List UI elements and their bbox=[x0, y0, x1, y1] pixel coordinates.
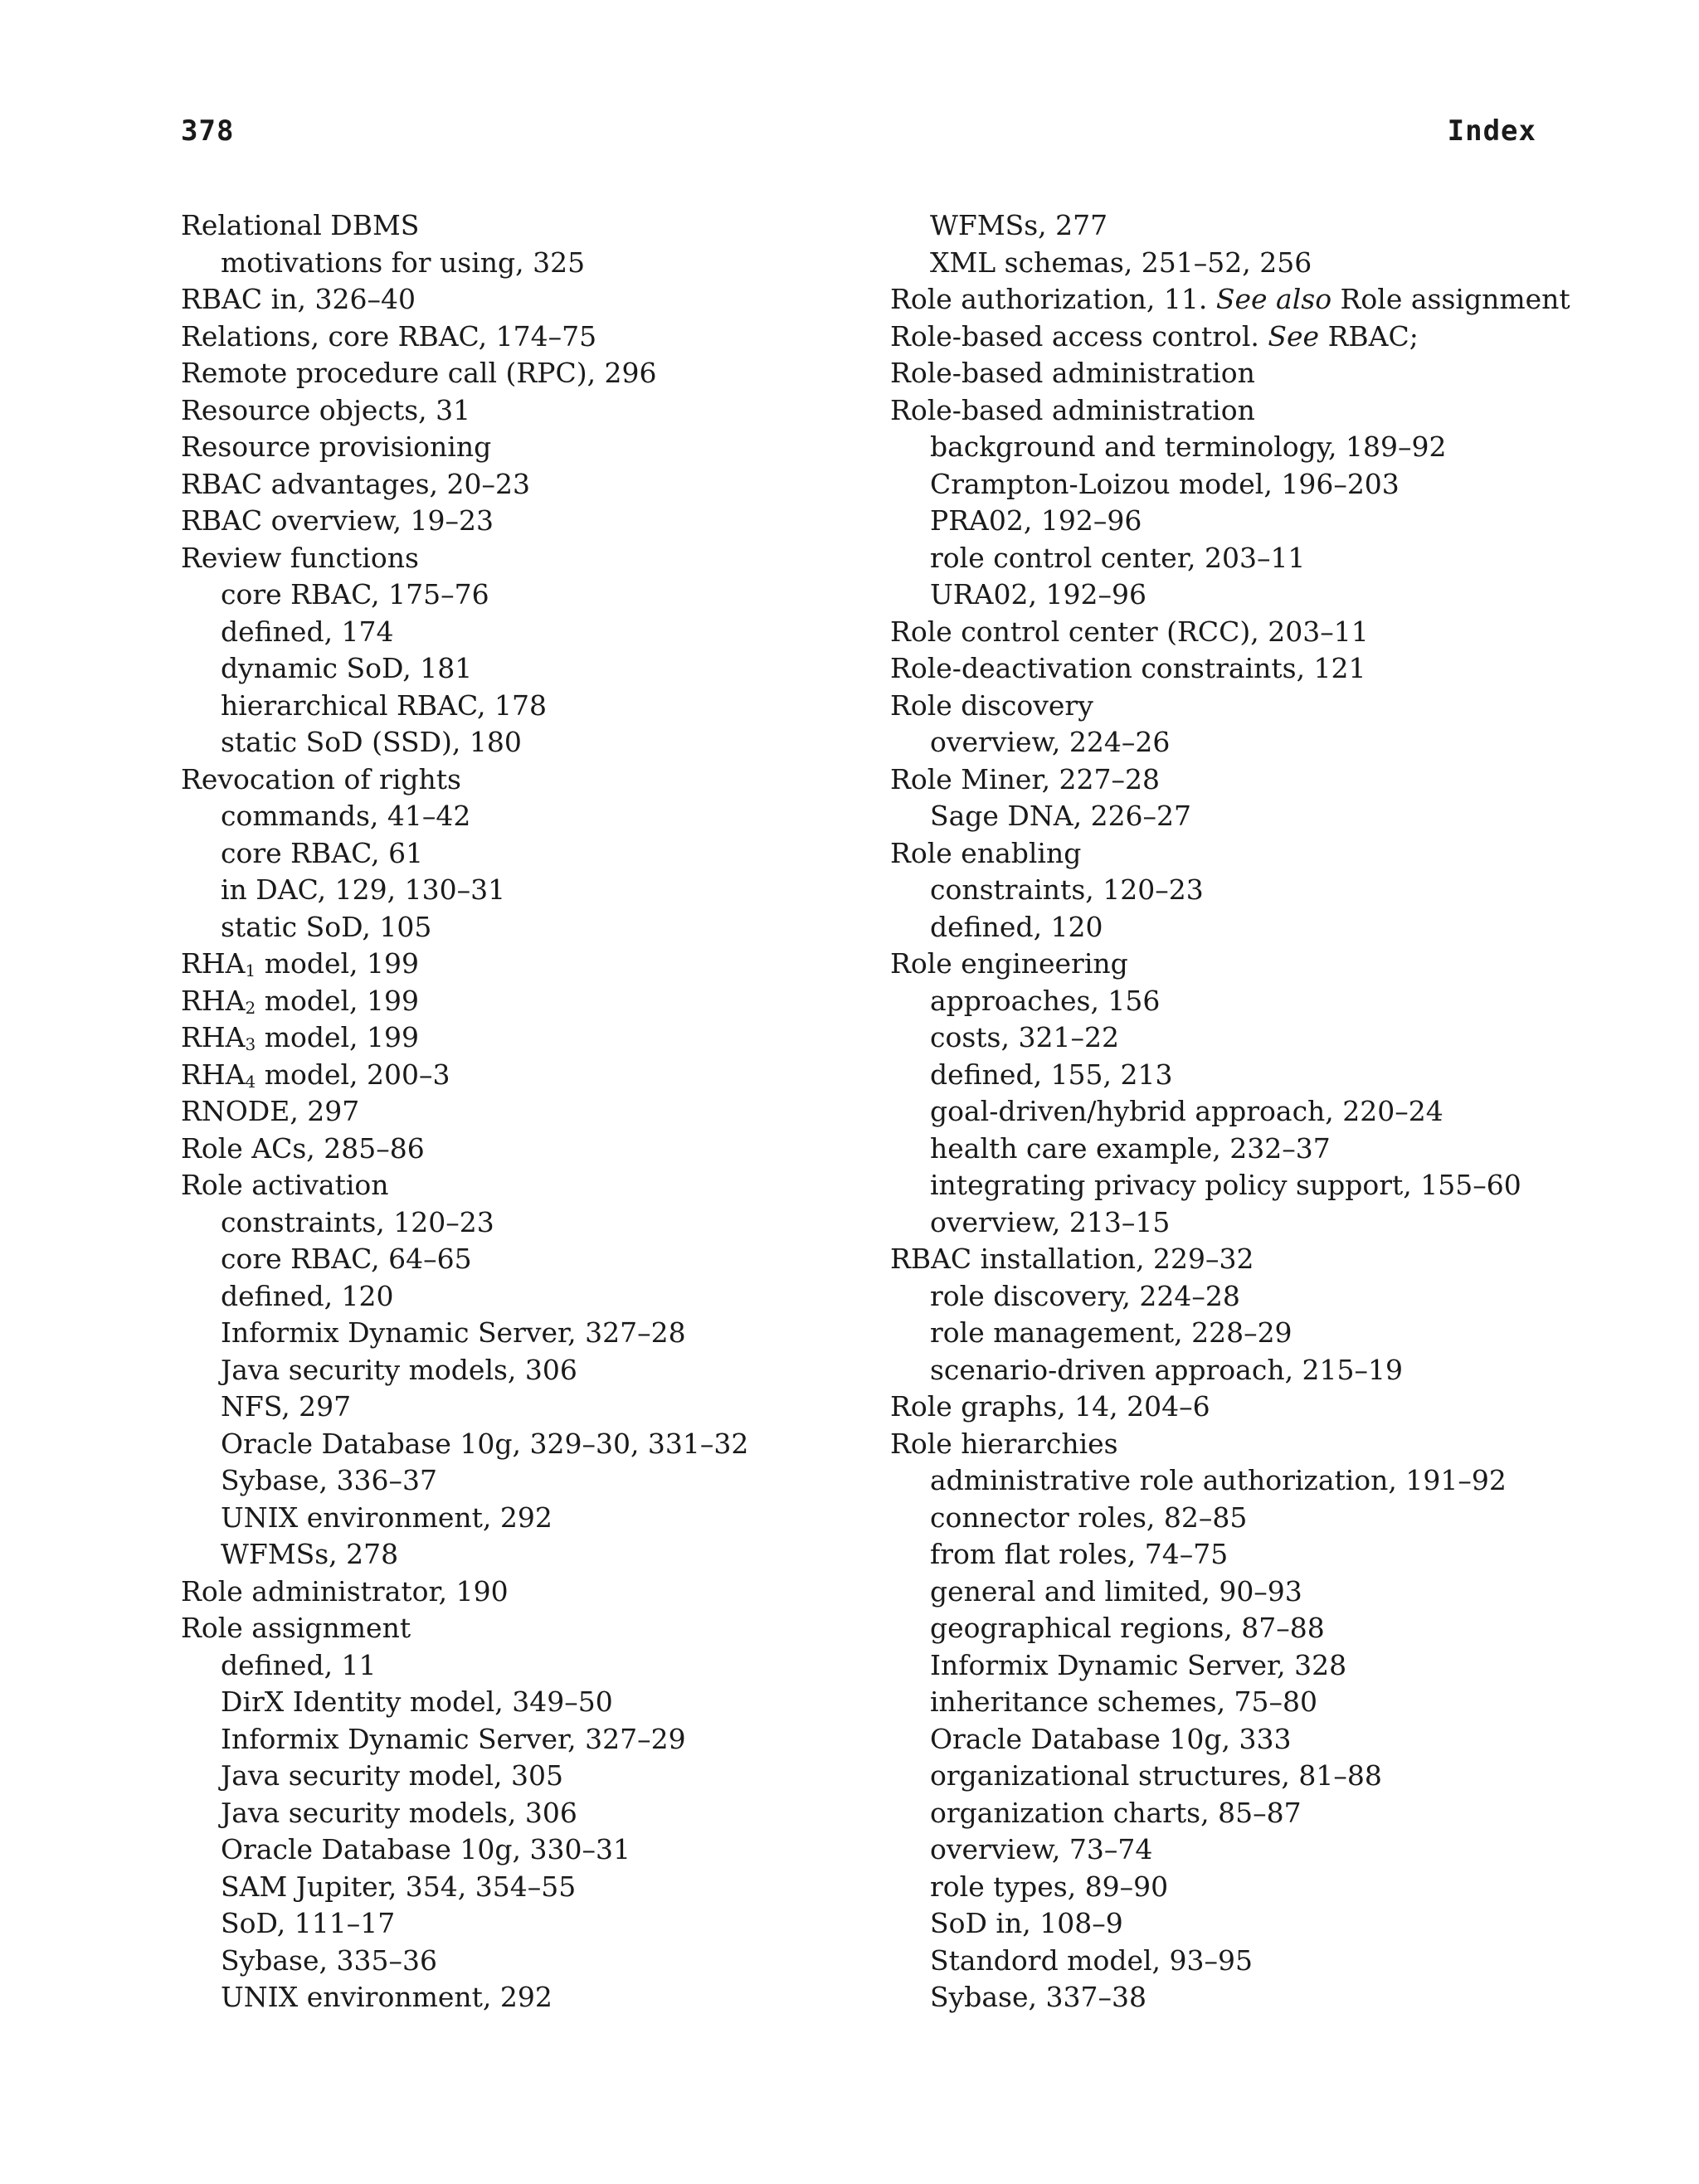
index-entry-text: Review functions bbox=[181, 541, 419, 574]
index-subentry bbox=[890, 540, 1554, 577]
index-entry-text: RHA bbox=[181, 1058, 246, 1091]
index-subentry bbox=[890, 983, 1554, 1020]
index-entry-text: background and terminology, 189–92 bbox=[930, 430, 1447, 463]
index-entry-text: Relational DBMS bbox=[181, 209, 420, 241]
index-subentry bbox=[181, 245, 861, 282]
index-subentry bbox=[181, 1426, 861, 1463]
index-entry bbox=[181, 392, 861, 430]
index-subentry bbox=[181, 650, 861, 688]
index-subentry bbox=[181, 1979, 861, 2016]
index-entry-text: in DAC, 129, 130–31 bbox=[221, 873, 506, 906]
index-entry-text: defined, 174 bbox=[221, 615, 394, 648]
index-entry-text: overview, 224–26 bbox=[930, 726, 1171, 758]
index-entry-text: constraints, 120–23 bbox=[930, 873, 1204, 906]
index-entry-text-rest: RBAC; bbox=[1319, 319, 1419, 353]
index-entry-text: Standord model, 93–95 bbox=[930, 1943, 1254, 1977]
index-entry-text: core RBAC, 61 bbox=[221, 836, 424, 869]
index-subentry bbox=[890, 872, 1554, 909]
index-entry-text: core RBAC, 175–76 bbox=[221, 578, 489, 610]
index-entry-text: inheritance schemes, 75–80 bbox=[930, 1685, 1318, 1718]
index-entry-text: RBAC installation, 229–32 bbox=[890, 1243, 1254, 1275]
index-entry-text: Role graphs, 14, 204–6 bbox=[890, 1390, 1210, 1423]
index-subentry bbox=[890, 1869, 1554, 1906]
index-entry-text: Role administrator, 190 bbox=[181, 1574, 509, 1608]
index-entry-text: constraints, 120–23 bbox=[221, 1205, 494, 1238]
index-entry-text: role control center, 203–11 bbox=[930, 541, 1306, 574]
index-entry-text: Role authorization, 11. bbox=[890, 283, 1216, 315]
index-subentry bbox=[181, 1869, 861, 1906]
index-entry-text: SoD, 111–17 bbox=[221, 1907, 396, 1939]
index-subentry bbox=[181, 1795, 861, 1832]
index-entry bbox=[890, 688, 1554, 725]
index-subentry bbox=[890, 909, 1554, 946]
index-entry-text: core RBAC, 64–65 bbox=[221, 1243, 472, 1275]
index-subentry bbox=[181, 835, 861, 873]
index-entry bbox=[890, 355, 1554, 392]
index-entry-text: Role enabling bbox=[890, 836, 1082, 869]
index-subentry bbox=[890, 1647, 1554, 1685]
index-entry-subscript: 4 bbox=[245, 1071, 256, 1092]
index-subentry bbox=[890, 466, 1554, 503]
index-entry bbox=[181, 429, 861, 466]
index-entry-text: organization charts, 85–87 bbox=[930, 1796, 1302, 1829]
index-subentry bbox=[181, 798, 861, 835]
index-subentry bbox=[890, 576, 1554, 614]
index-subentry bbox=[181, 1684, 861, 1721]
index-entry bbox=[890, 1241, 1554, 1278]
index-subentry bbox=[890, 1278, 1554, 1316]
index-entry bbox=[181, 1057, 861, 1094]
index-subentry bbox=[890, 1943, 1554, 1980]
index-entry-text: Java security models, 306 bbox=[221, 1353, 577, 1386]
index-entry-text-rest: Role assignment bbox=[1331, 283, 1570, 315]
index-entry-text: defined, 155, 213 bbox=[930, 1058, 1173, 1091]
index-entry-text: Oracle Database 10g, 333 bbox=[930, 1722, 1292, 1755]
index-entry bbox=[890, 614, 1554, 651]
index-subentry bbox=[181, 688, 861, 725]
index-entry-text: Resource objects, 31 bbox=[181, 393, 471, 426]
index-entry-text: health care example, 232–37 bbox=[930, 1131, 1331, 1165]
index-entry-text: Informix Dynamic Server, 328 bbox=[930, 1648, 1347, 1681]
index-entry-text: connector roles, 82–85 bbox=[930, 1501, 1248, 1534]
index-subentry bbox=[181, 1241, 861, 1278]
index-subentry bbox=[181, 872, 861, 909]
index-entry-text: RBAC in, 326–40 bbox=[181, 283, 416, 315]
index-entry-text: organizational structures, 81–88 bbox=[930, 1759, 1382, 1792]
index-entry-text: URA02, 192–96 bbox=[930, 578, 1146, 610]
index-entry-text: Remote procedure call (RPC), 296 bbox=[181, 357, 657, 389]
index-subentry bbox=[181, 724, 861, 761]
index-column-left bbox=[181, 207, 861, 2016]
index-subentry bbox=[890, 1131, 1554, 1168]
index-subentry bbox=[890, 1905, 1554, 1943]
index-subentry bbox=[181, 614, 861, 651]
index-entry bbox=[890, 946, 1554, 983]
index-subentry bbox=[181, 1647, 861, 1685]
index-subentry bbox=[890, 724, 1554, 761]
index-entry-text: Sage DNA, 226–27 bbox=[930, 800, 1192, 832]
index-entry-text: role discovery, 224–28 bbox=[930, 1279, 1240, 1312]
index-entry-text: Role control center (RCC), 203–11 bbox=[890, 615, 1369, 648]
index-cross-reference: See also bbox=[1215, 283, 1332, 315]
index-entry-text: Role-based administration bbox=[890, 393, 1255, 426]
index-entry-text: defined, 11 bbox=[221, 1648, 377, 1681]
index-entry-subscript: 3 bbox=[245, 1034, 256, 1054]
index-subentry bbox=[181, 1389, 861, 1426]
index-entry-text: Informix Dynamic Server, 327–29 bbox=[221, 1722, 686, 1755]
index-entry-text: Resource provisioning bbox=[181, 430, 492, 463]
index-entry-text-rest: model, 199 bbox=[256, 947, 420, 980]
index-entry-text: Role hierarchies bbox=[890, 1427, 1118, 1460]
index-entry bbox=[890, 1426, 1554, 1463]
index-subentry bbox=[181, 1536, 861, 1574]
index-entry bbox=[181, 319, 861, 356]
index-entry-text: Sybase, 336–37 bbox=[221, 1464, 437, 1496]
index-entry-text: UNIX environment, 292 bbox=[221, 1501, 553, 1534]
index-entry-text: static SoD, 105 bbox=[221, 910, 432, 943]
index-entry-text: motivations for using, 325 bbox=[221, 246, 586, 279]
index-subentry bbox=[890, 1019, 1554, 1057]
index-entry-text: SoD in, 108–9 bbox=[930, 1907, 1123, 1939]
index-entry-text: Role-deactivation constraints, 121 bbox=[890, 652, 1366, 684]
index-entry-text: geographical regions, 87–88 bbox=[930, 1612, 1325, 1644]
index-entry-text: WFMSs, 278 bbox=[221, 1538, 399, 1570]
index-entry-text-rest: model, 199 bbox=[256, 984, 420, 1017]
index-subentry bbox=[890, 207, 1554, 245]
index-entry bbox=[181, 761, 861, 799]
index-entry-text: Role ACs, 285–86 bbox=[181, 1131, 425, 1165]
index-entry-text: goal-driven/hybrid approach, 220–24 bbox=[930, 1095, 1443, 1127]
index-entry-text: Java security models, 306 bbox=[221, 1796, 577, 1829]
index-entry bbox=[181, 540, 861, 577]
index-subentry bbox=[890, 798, 1554, 835]
index-subentry bbox=[181, 1352, 861, 1389]
running-head bbox=[181, 114, 1536, 156]
index-entry-text: Sybase, 335–36 bbox=[221, 1943, 437, 1977]
index-entry-text: Role Miner, 227–28 bbox=[890, 762, 1161, 795]
index-entry-text: RBAC advantages, 20–23 bbox=[181, 467, 531, 500]
index-entry-text: Java security model, 305 bbox=[221, 1759, 563, 1792]
index-entry-text: scenario-driven approach, 215–19 bbox=[930, 1353, 1404, 1386]
index-entry-text: Oracle Database 10g, 330–31 bbox=[221, 1833, 630, 1865]
index-column-right bbox=[890, 207, 1570, 2016]
index-subentry bbox=[181, 1204, 861, 1242]
index-subentry bbox=[890, 1979, 1554, 2016]
index-entry-text: approaches, 156 bbox=[930, 984, 1161, 1017]
index-entry-text: RHA bbox=[181, 984, 246, 1017]
index-entry-text: role management, 228–29 bbox=[930, 1316, 1293, 1349]
index-entry-text: commands, 41–42 bbox=[221, 800, 471, 832]
index-entry-text: WFMSs, 277 bbox=[930, 209, 1108, 241]
index-subentry bbox=[181, 1905, 861, 1943]
index-cross-reference: See bbox=[1268, 319, 1320, 353]
index-subentry bbox=[890, 1610, 1554, 1647]
index-subentry bbox=[890, 1462, 1554, 1500]
index-subentry bbox=[890, 1536, 1554, 1574]
index-subentry bbox=[890, 1684, 1554, 1721]
index-entry-text: role types, 89–90 bbox=[930, 1870, 1169, 1903]
index-entry-subscript: 1 bbox=[245, 961, 256, 980]
index-entry-text: static SoD (SSD), 180 bbox=[221, 726, 522, 758]
index-entry-text: Crampton-Loizou model, 196–203 bbox=[930, 467, 1400, 500]
index-subentry bbox=[890, 429, 1554, 466]
index-entry-text: DirX Identity model, 349–50 bbox=[221, 1685, 613, 1718]
index-entry bbox=[181, 1131, 861, 1168]
index-subentry bbox=[181, 1943, 861, 1980]
index-subentry bbox=[181, 1721, 861, 1758]
index-entry-text: defined, 120 bbox=[930, 910, 1103, 943]
index-entry-text: RHA bbox=[181, 1021, 246, 1053]
index-subentry bbox=[890, 1721, 1554, 1758]
index-subentry bbox=[890, 1758, 1554, 1795]
index-subentry bbox=[181, 909, 861, 946]
index-subentry bbox=[181, 1462, 861, 1500]
index-entry bbox=[181, 466, 861, 503]
index-subentry bbox=[181, 1278, 861, 1316]
index-entry-text: Relations, core RBAC, 174–75 bbox=[181, 319, 597, 353]
index-entry-text: Role assignment bbox=[181, 1612, 411, 1644]
index-entry bbox=[890, 835, 1554, 873]
index-entry bbox=[181, 355, 861, 392]
index-subentry bbox=[181, 1758, 861, 1795]
index-entry-text: overview, 213–15 bbox=[930, 1205, 1171, 1238]
index-entry bbox=[181, 1610, 861, 1647]
index-entry-text: Oracle Database 10g, 329–30, 331–32 bbox=[221, 1427, 749, 1460]
index-subentry bbox=[890, 245, 1554, 282]
index-entry-text: XML schemas, 251–52, 256 bbox=[930, 246, 1312, 279]
index-entry-text-rest: model, 200–3 bbox=[256, 1058, 450, 1091]
index-entry-text: PRA02, 192–96 bbox=[930, 504, 1142, 537]
index-entry-text: Role-based administration bbox=[890, 357, 1255, 389]
index-subentry bbox=[890, 503, 1554, 540]
index-entry bbox=[181, 1019, 861, 1057]
index-entry-text: Role-based access control. bbox=[890, 319, 1268, 353]
index-subentry bbox=[890, 1167, 1554, 1204]
index-entry bbox=[181, 1167, 861, 1204]
index-entry-text: RHA bbox=[181, 947, 246, 980]
index-entry-text: Role activation bbox=[181, 1169, 389, 1201]
index-entry bbox=[181, 1574, 861, 1611]
index-subentry bbox=[890, 1352, 1554, 1389]
index-entry bbox=[181, 503, 861, 540]
index-entry bbox=[181, 1093, 861, 1131]
index-entry-text: RNODE, 297 bbox=[181, 1095, 360, 1127]
index-entry-text: defined, 120 bbox=[221, 1279, 394, 1312]
index-entry-text: overview, 73–74 bbox=[930, 1833, 1153, 1865]
index-subentry bbox=[890, 1315, 1554, 1352]
index-entry-text: integrating privacy policy support, 155–60 bbox=[930, 1169, 1521, 1201]
index-entry-text: RBAC overview, 19–23 bbox=[181, 504, 494, 537]
index-entry bbox=[890, 1389, 1554, 1426]
index-subentry bbox=[890, 1795, 1554, 1832]
index-entry-text: UNIX environment, 292 bbox=[221, 1981, 553, 2013]
index-entry-subscript: 2 bbox=[245, 997, 256, 1018]
index-entry-text: dynamic SoD, 181 bbox=[221, 652, 473, 684]
index-entry-text: Role engineering bbox=[890, 947, 1128, 980]
index-entry bbox=[890, 319, 1554, 356]
index-entry-text: Informix Dynamic Server, 327–28 bbox=[221, 1316, 686, 1349]
index-subentry bbox=[890, 1574, 1554, 1611]
index-subentry bbox=[181, 1831, 861, 1869]
index-entry-text: NFS, 297 bbox=[221, 1390, 352, 1423]
index-entry-text: Sybase, 337–38 bbox=[930, 1981, 1146, 2013]
section-title: Index bbox=[1447, 114, 1536, 148]
index-entry-text: from flat roles, 74–75 bbox=[930, 1538, 1229, 1570]
index-entry-text: administrative role authorization, 191–92 bbox=[930, 1464, 1507, 1496]
index-entry bbox=[890, 392, 1554, 430]
index-entry bbox=[890, 650, 1554, 688]
index-subentry bbox=[890, 1093, 1554, 1131]
index-entry bbox=[181, 946, 861, 983]
index-subentry bbox=[181, 1315, 861, 1352]
index-entry bbox=[181, 281, 861, 319]
index-entry bbox=[890, 281, 1570, 319]
index-subentry bbox=[890, 1831, 1554, 1869]
index-subentry bbox=[890, 1204, 1554, 1242]
index-entry-text: general and limited, 90–93 bbox=[930, 1574, 1302, 1608]
index-entry-text: costs, 321–22 bbox=[930, 1021, 1119, 1053]
index-entry bbox=[181, 207, 861, 245]
index-entry-text-rest: model, 199 bbox=[256, 1021, 420, 1053]
index-entry-text: Revocation of rights bbox=[181, 762, 461, 795]
index-entry bbox=[181, 983, 861, 1020]
index-entry-text: hierarchical RBAC, 178 bbox=[221, 688, 548, 722]
index-subentry bbox=[181, 1500, 861, 1537]
index-entry-text: Role discovery bbox=[890, 688, 1093, 722]
index-subentry bbox=[890, 1057, 1554, 1094]
index-subentry bbox=[890, 1500, 1554, 1537]
page-number: 378 bbox=[181, 114, 235, 148]
index-subentry bbox=[181, 576, 861, 614]
index-entry bbox=[890, 761, 1554, 799]
index-entry-text: SAM Jupiter, 354, 354–55 bbox=[221, 1870, 577, 1903]
